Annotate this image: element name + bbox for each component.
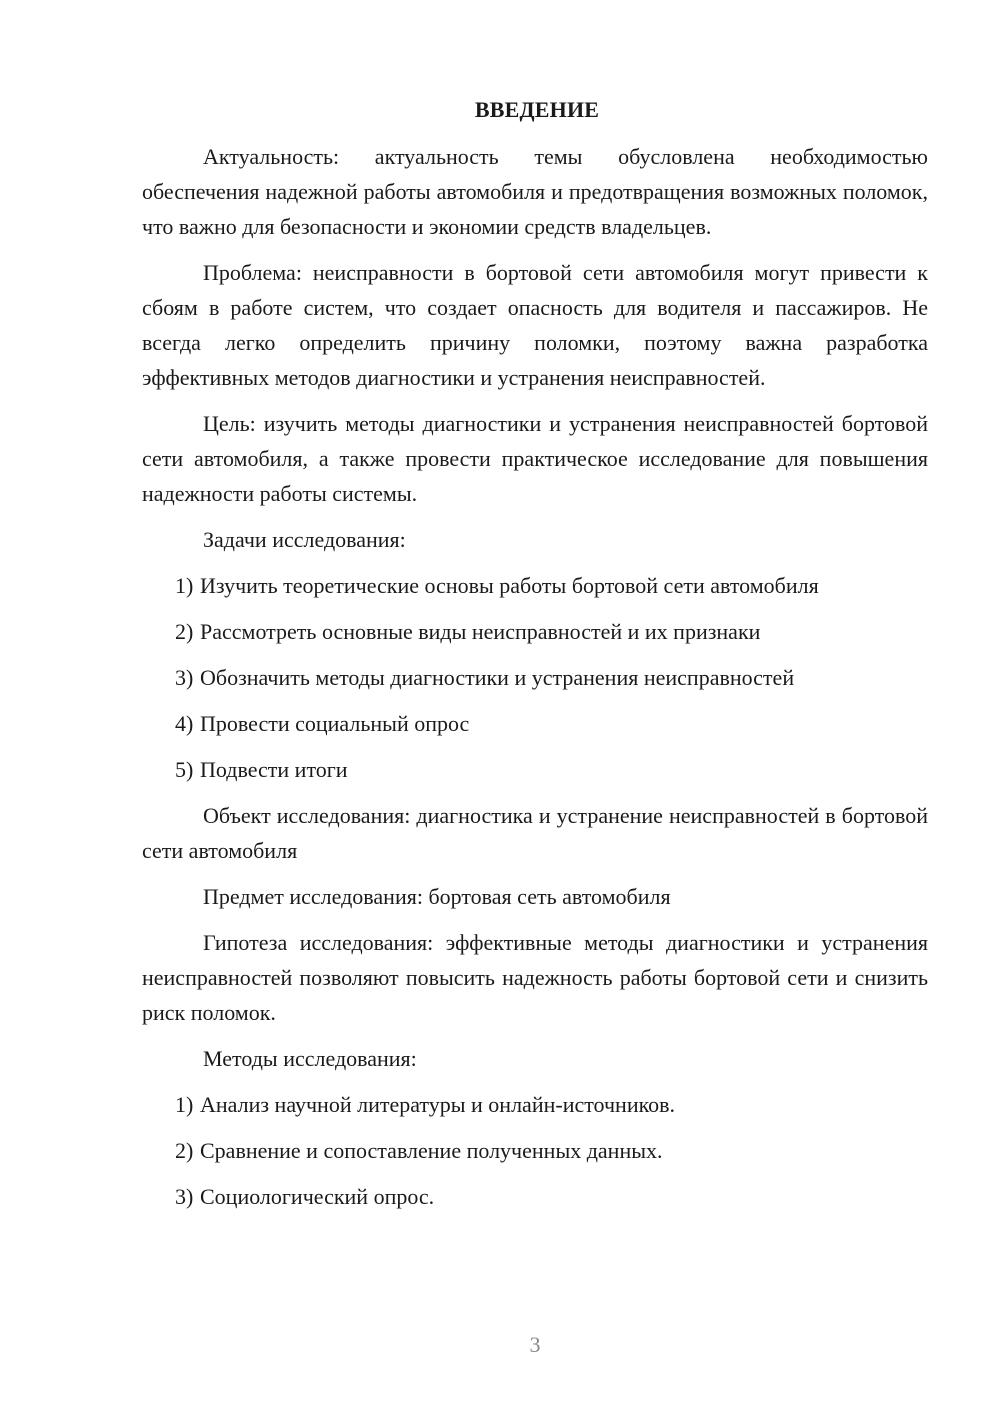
subject-paragraph: Предмет исследования: бортовая сеть автомобиля bbox=[203, 884, 671, 909]
list-item-text: Анализ научной литературы и онлайн-источников. bbox=[200, 1092, 676, 1117]
methods-list bbox=[142, 1087, 928, 1214]
list-item-number: 3) bbox=[175, 1184, 194, 1209]
list-item-text: Подвести итоги bbox=[200, 757, 348, 782]
methods-heading: Методы исследования: bbox=[203, 1046, 417, 1071]
page-content bbox=[142, 91, 928, 1225]
page-title: ВВЕДЕНИЕ bbox=[474, 97, 600, 122]
list-item-number: 3) bbox=[175, 665, 194, 690]
list-item bbox=[142, 568, 928, 603]
list-item bbox=[142, 1179, 928, 1214]
list-item-text: Сравнение и сопоставление полученных данных. bbox=[200, 1138, 663, 1163]
problem-paragraph: Проблема: неисправности в бортовой сети автомобиля могут привести к сбоям в работе систем, что создает опасность для водителя и пассажиров. Не всегда легко определить причину поломки, поэтому важна разработка эффективных методов диагностики и устранения неисправностей. bbox=[142, 260, 928, 390]
list-item-text: Провести социальный опрос bbox=[200, 711, 470, 736]
list-item-number: 4) bbox=[175, 711, 194, 736]
list-item-number: 2) bbox=[175, 619, 194, 644]
goal-paragraph: Цель: изучить методы диагностики и устранения неисправностей бортовой сети автомобиля, а также провести практическое исследование для повышения надежности работы системы. bbox=[142, 411, 928, 506]
list-item-text: Социологический опрос. bbox=[200, 1184, 435, 1209]
list-item bbox=[142, 614, 928, 649]
hypothesis-paragraph: Гипотеза исследования: эффективные методы диагностики и устранения неисправностей позволяют повысить надежность работы бортовой сети и снизить риск поломок. bbox=[142, 930, 928, 1025]
list-item bbox=[142, 660, 928, 695]
list-item-text: Изучить теоретические основы работы бортовой сети автомобиля bbox=[200, 573, 819, 598]
list-item-text: Рассмотреть основные виды неисправностей и их признаки bbox=[200, 619, 761, 644]
list-item-number: 5) bbox=[175, 757, 194, 782]
list-item bbox=[142, 752, 928, 787]
object-paragraph: Объект исследования: диагностика и устранение неисправностей в бортовой сети автомобиля bbox=[142, 803, 928, 863]
list-item-text: Обозначить методы диагностики и устранения неисправностей bbox=[200, 665, 795, 690]
page-number: 3 bbox=[529, 1332, 541, 1357]
list-item-number: 2) bbox=[175, 1138, 194, 1163]
list-item bbox=[142, 1087, 928, 1122]
tasks-heading: Задачи исследования: bbox=[203, 527, 406, 552]
list-item-number: 1) bbox=[175, 573, 194, 598]
list-item-number: 1) bbox=[175, 1092, 194, 1117]
list-item bbox=[142, 706, 928, 741]
tasks-list bbox=[142, 568, 928, 787]
list-item bbox=[142, 1133, 928, 1168]
relevance-paragraph: Актуальность: актуальность темы обусловлена необходимостью обеспечения надежной работы автомобиля и предотвращения возможных поломок, что важно для безопасности и экономии средств владельцев. bbox=[142, 144, 928, 239]
